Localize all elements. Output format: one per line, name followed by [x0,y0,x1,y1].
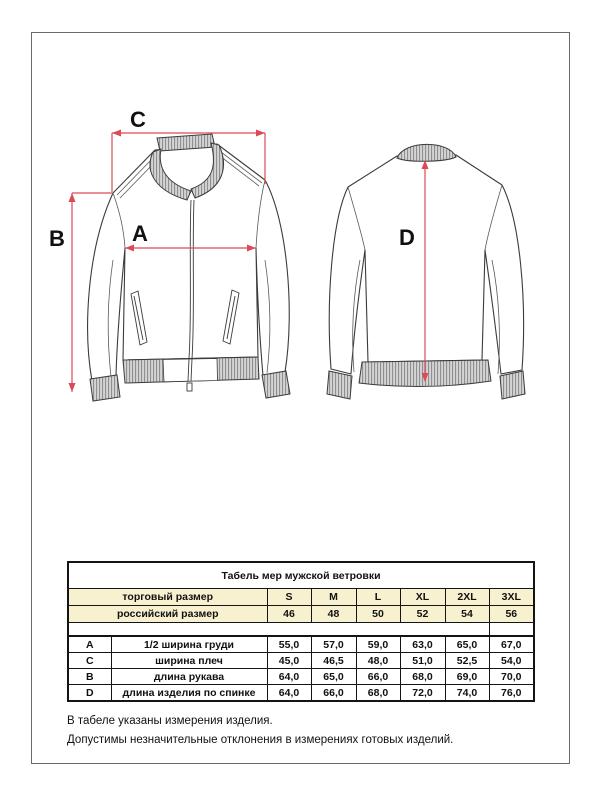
measure-name: 1/2 ширина груди [111,636,267,653]
russian-size-value: 56 [489,606,534,623]
table-row [68,653,534,669]
measure-value: 63,0 [400,636,445,653]
measure-code: C [68,653,111,669]
table-row [68,636,534,653]
measure-value: 72,0 [400,685,445,702]
note-line: В табеле указаны измерения изделия. [67,715,273,727]
russian-size-value: 54 [445,606,489,623]
measure-value: 57,0 [311,636,356,653]
measure-code: B [68,669,111,685]
measure-value: 54,0 [489,653,534,669]
measure-value: 48,0 [356,653,400,669]
measure-value: 64,0 [267,669,311,685]
russian-size-value: 52 [400,606,445,623]
table-row [68,685,534,702]
label-back-length: D [399,225,415,250]
measure-value: 65,0 [311,669,356,685]
size-table-header [67,561,535,637]
russian-size-label: российский размер [68,606,267,623]
measure-value: 67,0 [489,636,534,653]
size-col-header: 3XL [489,589,534,606]
measure-value: 69,0 [445,669,489,685]
measure-name: ширина плеч [111,653,267,669]
measure-value: 59,0 [356,636,400,653]
size-col-header: 2XL [445,589,489,606]
size-table-measurements [67,635,535,702]
trade-size-label: торговый размер [68,589,267,606]
back-jacket-outline [329,155,523,374]
back-collar [397,144,456,161]
measure-value: 68,0 [400,669,445,685]
empty-cell [489,623,534,637]
front-jacket-outline [88,144,290,381]
front-view-diagram [45,100,305,445]
table-title: Табель мер мужской ветровки [68,562,534,589]
label-chest-width: A [132,221,148,246]
measure-value: 76,0 [489,685,534,702]
measure-value: 74,0 [445,685,489,702]
russian-size-value: 50 [356,606,400,623]
footer-notes [67,712,537,750]
size-col-header: S [267,589,311,606]
measure-name: длина изделия по спинке [111,685,267,702]
empty-cell [68,623,489,637]
russian-size-value: 46 [267,606,311,623]
measure-value: 55,0 [267,636,311,653]
measure-value: 64,0 [267,685,311,702]
measure-code: A [68,636,111,653]
measure-value: 46,5 [311,653,356,669]
measure-value: 51,0 [400,653,445,669]
measure-value: 65,0 [445,636,489,653]
measure-value: 45,0 [267,653,311,669]
measure-value: 68,0 [356,685,400,702]
measure-value: 70,0 [489,669,534,685]
size-col-header: L [356,589,400,606]
size-col-header: M [311,589,356,606]
size-col-header: XL [400,589,445,606]
measure-value: 66,0 [311,685,356,702]
back-view-diagram [320,100,565,445]
measure-name: длина рукава [111,669,267,685]
russian-size-value: 48 [311,606,356,623]
measure-value: 52,5 [445,653,489,669]
note-line: Допустимы незначительные отклонения в измерениях готовых изделий. [67,734,454,746]
measure-code: D [68,685,111,702]
label-sleeve-length: B [49,226,65,251]
label-shoulder-width: C [130,107,146,132]
measure-value: 66,0 [356,669,400,685]
table-row [68,669,534,685]
